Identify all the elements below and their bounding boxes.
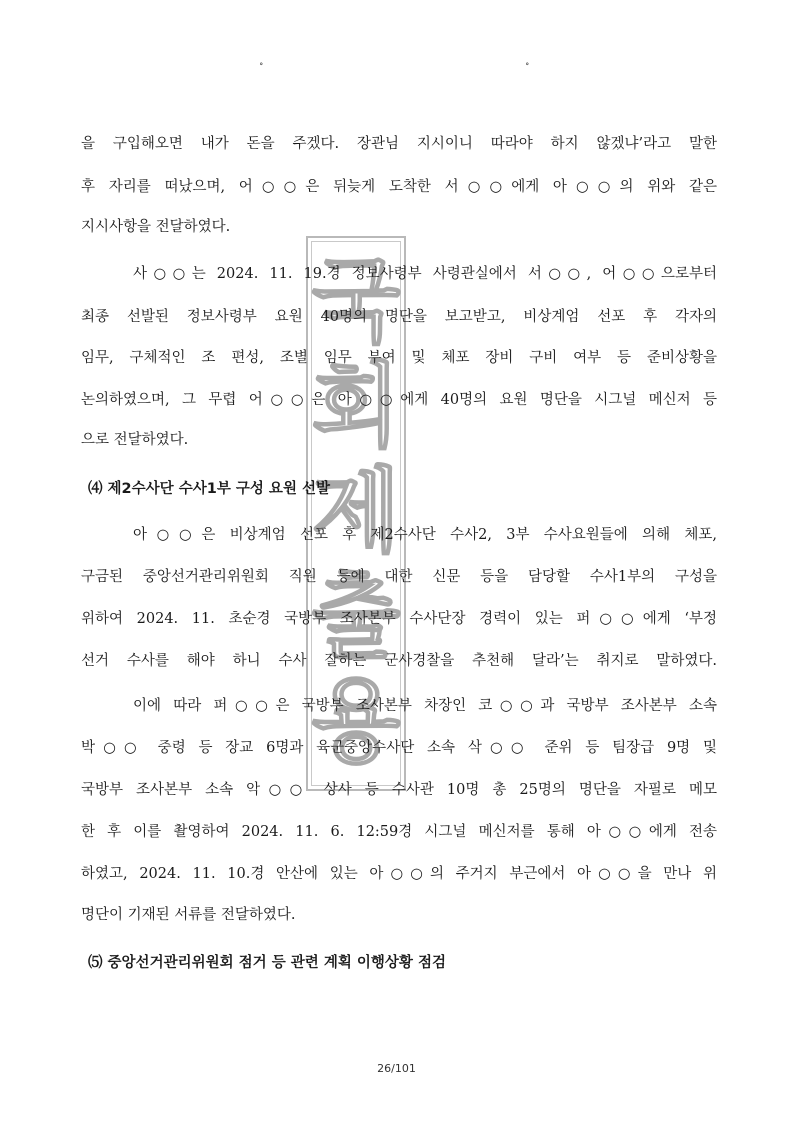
watermark-char-4: 출 [311, 562, 401, 670]
watermark-char-2: 회 [311, 352, 401, 460]
header-mark-right: ˚ [525, 64, 530, 74]
paragraph-line: 논의하였으며, 그 무렵 어○○은 아○○에게 40명의 요원 명단을 시그널 메신저 등 [81, 392, 717, 408]
paragraph-line: 구금된 중앙선거관리위원회 직원 등에 대한 신문 등을 담당할 수사1부의 구성을 [81, 569, 717, 585]
paragraph-line: 임무, 구체적인 조 편성, 조별 임무 부여 및 체포 장비 구비 여부 등 준비상황을 [81, 350, 717, 366]
paragraph-line: 으로 전달하였다. [81, 432, 189, 448]
paragraph-line: 국방부 조사본부 소속 악○○ 상사 등 수사관 10명 총 25명의 명단을 자필로 메모 [81, 782, 717, 798]
section-heading: ⑷ 제2수사단 수사1부 구성 요원 선발 [88, 481, 331, 497]
paragraph-line: 아○○은 비상계엄 선포 후 제2수사단 수사2, 3부 수사요원들에 의해 체포, [133, 527, 717, 543]
paragraph-line: 박○○ 중령 등 장교 6명과 육군중앙수사단 소속 삭○○ 준위 등 팀장급 9명 및 [81, 740, 717, 756]
paragraph-line: 사○○는 2024. 11. 19.경 정보사령부 사령관실에서 서○○, 어○○으로부터 [133, 266, 717, 282]
paragraph-line: 지시사항을 전달하였다. [81, 219, 231, 235]
paragraph-line: 하였고, 2024. 11. 10.경 안산에 있는 아○○의 주거지 부근에서 아○○을 만나 위 [81, 866, 717, 882]
paragraph-line: 이에 따라 퍼○○은 국방부 조사본부 차장인 코○○과 국방부 조사본부 소속 [133, 698, 717, 714]
watermark-char-5: 용 [311, 667, 401, 775]
paragraph-line: 명단이 기재된 서류를 전달하였다. [81, 907, 296, 923]
paragraph-line: 위하여 2024. 11. 초순경 국방부 조사본부 수사단장 경력이 있는 퍼○○에게 ‘부정 [81, 611, 717, 627]
paragraph-line: 후 자리를 떠났으며, 어○○은 뒤늦게 도착한 서○○에게 아○○의 위와 같은 [81, 179, 717, 195]
paragraph-line: 한 후 이를 촬영하여 2024. 11. 6. 12:59경 시그널 메신저를 통해 아○○에게 전송 [81, 824, 717, 840]
paragraph-line: 을 구입해오면 내가 돈을 주겠다. 장관님 지시이니 따라야 하지 않겠냐’라고 말한 [81, 136, 717, 152]
paragraph-line: 최종 선발된 정보사령부 요원 40명의 명단을 보고받고, 비상계엄 선포 후 각자의 [81, 309, 717, 325]
watermark-char-1: 국 [311, 247, 401, 355]
watermark-char-3: 제 [311, 457, 401, 565]
page-number: 26/101 [377, 1062, 416, 1075]
section-heading: ⑸ 중앙선거관리위원회 점거 등 관련 계획 이행상황 점검 [88, 955, 446, 971]
paragraph-line: 선거 수사를 해야 하니 수사 잘하는 군사경찰을 추천해 달라’는 취지로 말하였다. [81, 653, 717, 669]
header-mark-left: ˚ [259, 64, 264, 74]
